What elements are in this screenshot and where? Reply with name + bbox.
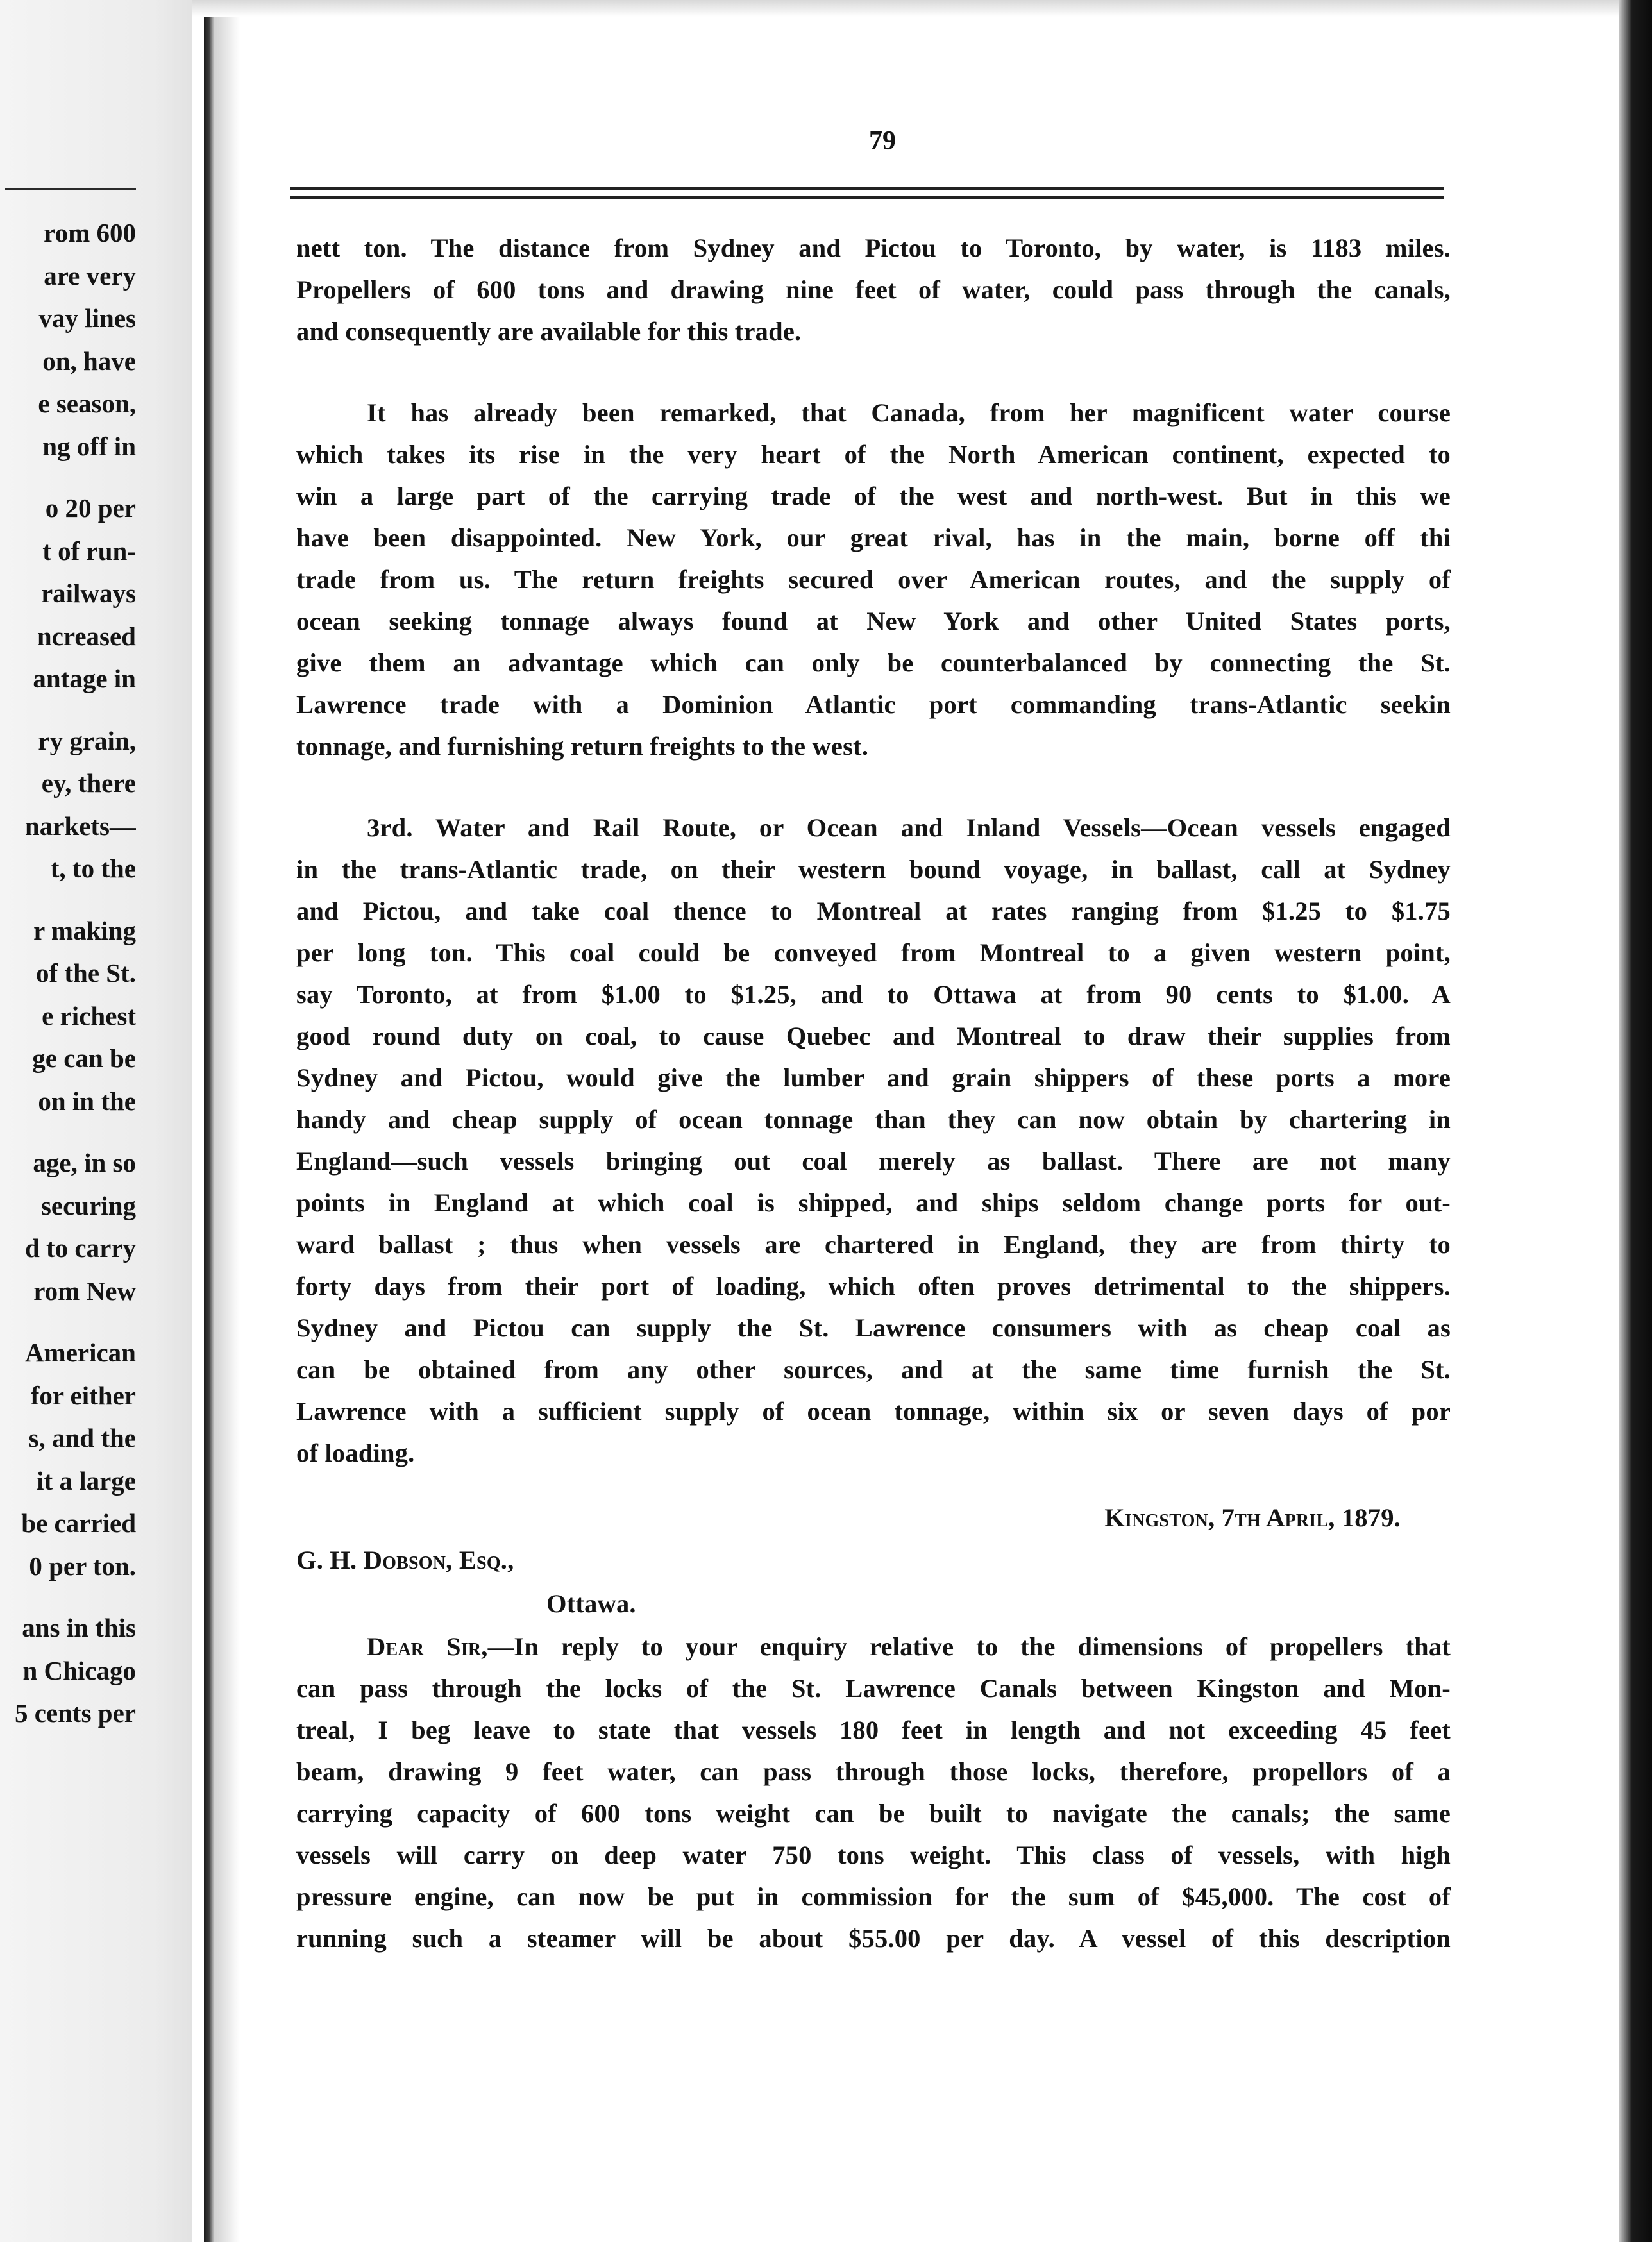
paragraph-canada-trade xyxy=(296,392,1451,767)
left-page-fragment xyxy=(0,212,136,1735)
left-fragment-line: for either xyxy=(30,1380,136,1410)
letter-line-text: —In reply to your enquiry relative to the dimensions of propellers that xyxy=(487,1632,1451,1661)
letter-line: running such a steamer will be about $55.00 per day. A vessel of this description xyxy=(296,1924,1451,1953)
text-line: and consequently are available for this trade. xyxy=(296,317,802,346)
text-line: ocean seeking tonnage always found at New York and other United States ports, xyxy=(296,607,1451,636)
text-line: Lawrence with a sufficient supply of ocean tonnage, within six or seven days of por xyxy=(296,1397,1451,1426)
left-fragment-line: rom 600 xyxy=(44,218,136,248)
left-fragment-line: 0 per ton. xyxy=(29,1551,136,1581)
text-line: have been disappointed. New York, our great rival, has in the main, borne off thi xyxy=(296,523,1451,552)
letter-line xyxy=(296,1626,1451,1667)
page-number: 79 xyxy=(869,126,896,156)
letter-dateline: Kingston, 7th April, 1879. xyxy=(1104,1503,1401,1532)
text-line: say Toronto, at from $1.00 to $1.25, and to Ottawa at from 90 cents to $1.00. A xyxy=(296,980,1451,1009)
letter-line: can pass through the locks of the St. Lawrence Canals between Kingston and Mon- xyxy=(296,1674,1451,1703)
left-fragment-line xyxy=(0,1122,136,1142)
text-line: 3rd. Water and Rail Route, or Ocean and Inland Vessels—Ocean vessels engaged xyxy=(367,813,1451,842)
left-fragment-line: rom New xyxy=(33,1276,136,1306)
header-rule-thick xyxy=(290,187,1444,190)
left-fragment-line: it a large xyxy=(37,1465,136,1496)
left-fragment-line: ry grain, xyxy=(38,725,136,755)
left-fragment-line: ey, there xyxy=(41,768,136,798)
letter-line: beam, drawing 9 feet water, can pass through those locks, therefore, propellors of a xyxy=(296,1757,1451,1786)
header-rule-thin xyxy=(290,196,1444,199)
text-line: Sydney and Pictou can supply the St. Lawrence consumers with as cheap coal as xyxy=(296,1313,1451,1342)
left-fragment-line: narkets— xyxy=(24,811,136,841)
left-fragment-line: n Chicago xyxy=(22,1655,136,1685)
left-fragment-line xyxy=(0,468,136,487)
text-line: give them an advantage which can only be counterbalanced by connecting the St. xyxy=(296,648,1451,677)
left-fragment-line: ng off in xyxy=(42,431,136,461)
left-fragment-line: 5 cents per xyxy=(14,1698,136,1728)
text-line: in the trans-Atlantic trade, on their western bound voyage, in ballast, call at Sydney xyxy=(296,855,1451,884)
left-fragment-line: securing xyxy=(40,1190,136,1220)
text-line: which takes its rise in the very heart of the North American continent, expected to xyxy=(296,440,1451,469)
left-fragment-line: t, to the xyxy=(50,854,136,883)
left-fragment-line: on, have xyxy=(42,346,136,376)
text-line: good round duty on coal, to cause Quebec and Montreal to draw their supplies from xyxy=(296,1022,1451,1050)
text-line: nett ton. The distance from Sydney and Pictou to Toronto, by water, is 1183 miles. xyxy=(296,233,1451,262)
left-fragment-line xyxy=(0,1587,136,1606)
left-fragment-line: antage in xyxy=(33,664,136,693)
text-line: win a large part of the carrying trade of the west and north-west. But in this we xyxy=(296,482,1451,510)
text-line: of loading. xyxy=(296,1438,415,1467)
fold-shadow xyxy=(214,0,240,2242)
left-fragment-line: are very xyxy=(44,260,136,291)
left-fragment-line: r making xyxy=(33,915,136,945)
text-line: handy and cheap supply of ocean tonnage than they can now obtain by chartering in xyxy=(296,1105,1451,1134)
text-line: England—such vessels bringing out coal merely as ballast. There are not many xyxy=(296,1147,1451,1176)
left-fragment-line: vay lines xyxy=(38,303,136,333)
left-fragment-line: d to carry xyxy=(24,1233,136,1263)
left-fragment-rule xyxy=(5,188,136,190)
text-line: Sydney and Pictou, would give the lumber and grain shippers of these ports a more xyxy=(296,1063,1451,1092)
left-fragment-line xyxy=(0,1312,136,1331)
letter-line: pressure engine, can now be put in commission for the sum of $45,000. The cost of xyxy=(296,1882,1451,1911)
left-fragment-line: ans in this xyxy=(22,1613,136,1642)
text-line: and Pictou, and take coal thence to Montreal at rates ranging from $1.25 to $1.75 xyxy=(296,897,1451,925)
left-fragment-line: e richest xyxy=(42,1000,136,1031)
left-fragment-line: railways xyxy=(40,578,136,608)
text-line: ward ballast ; thus when vessels are chartered in England, they are from thirty to xyxy=(296,1230,1451,1259)
letter-addressee: G. H. Dobson, Esq., xyxy=(296,1546,514,1574)
left-fragment-line: of the St. xyxy=(35,958,136,988)
left-fragment-line: s, and the xyxy=(28,1423,136,1453)
letter-salutation: Dear Sir, xyxy=(367,1632,488,1661)
text-line: points in England at which coal is shipped, and ships seldom change ports for out- xyxy=(296,1188,1451,1217)
paragraph-nett-ton xyxy=(296,227,1451,352)
letter-city: Ottawa. xyxy=(546,1589,636,1618)
left-fragment-line: be carried xyxy=(21,1508,136,1538)
left-fragment-line: t of run- xyxy=(42,535,136,566)
letter-line: treal, I beg leave to state that vessels 180 feet in length and not exceeding 45 feet xyxy=(296,1715,1451,1744)
text-line: trade from us. The return freights secured over American routes, and the supply of xyxy=(296,565,1451,594)
left-fragment-line: age, in so xyxy=(33,1148,136,1177)
left-fragment-line xyxy=(0,700,136,720)
left-fragment-line: e season, xyxy=(38,389,136,418)
left-fragment-line: o 20 per xyxy=(45,493,136,523)
left-fragment-line: on in the xyxy=(38,1086,136,1116)
text-line: forty days from their port of loading, which often proves detrimental to the shippers. xyxy=(296,1272,1451,1301)
left-fragment-line: American xyxy=(24,1338,136,1367)
left-fragment-line: ncreased xyxy=(37,621,136,651)
right-page-edge xyxy=(1619,0,1652,2242)
text-line: Lawrence trade with a Dominion Atlantic port commanding trans-Atlantic seekin xyxy=(296,690,1451,719)
top-edge xyxy=(192,0,1619,17)
page-body xyxy=(296,227,1451,1959)
letter-line: vessels will carry on deep water 750 tons weight. This class of vessels, with high xyxy=(296,1841,1451,1869)
left-fragment-line xyxy=(0,890,136,909)
page-fold xyxy=(204,0,214,2242)
letter-line: carrying capacity of 600 tons weight can be built to navigate the canals; the same xyxy=(296,1799,1451,1828)
left-fragment-line: ge can be xyxy=(32,1043,136,1073)
text-line: Propellers of 600 tons and drawing nine feet of water, could pass through the canals, xyxy=(296,275,1451,304)
text-line: tonnage, and furnishing return freights to the west. xyxy=(296,732,869,761)
text-line: per long ton. This coal could be conveyed from Montreal to a given western point, xyxy=(296,938,1451,967)
letter-body xyxy=(296,1626,1451,1959)
text-line: It has already been remarked, that Canada, from her magnificent water course xyxy=(367,398,1451,427)
paragraph-water-rail-route xyxy=(296,807,1451,1474)
text-line: can be obtained from any other sources, and at the same time furnish the St. xyxy=(296,1355,1451,1384)
